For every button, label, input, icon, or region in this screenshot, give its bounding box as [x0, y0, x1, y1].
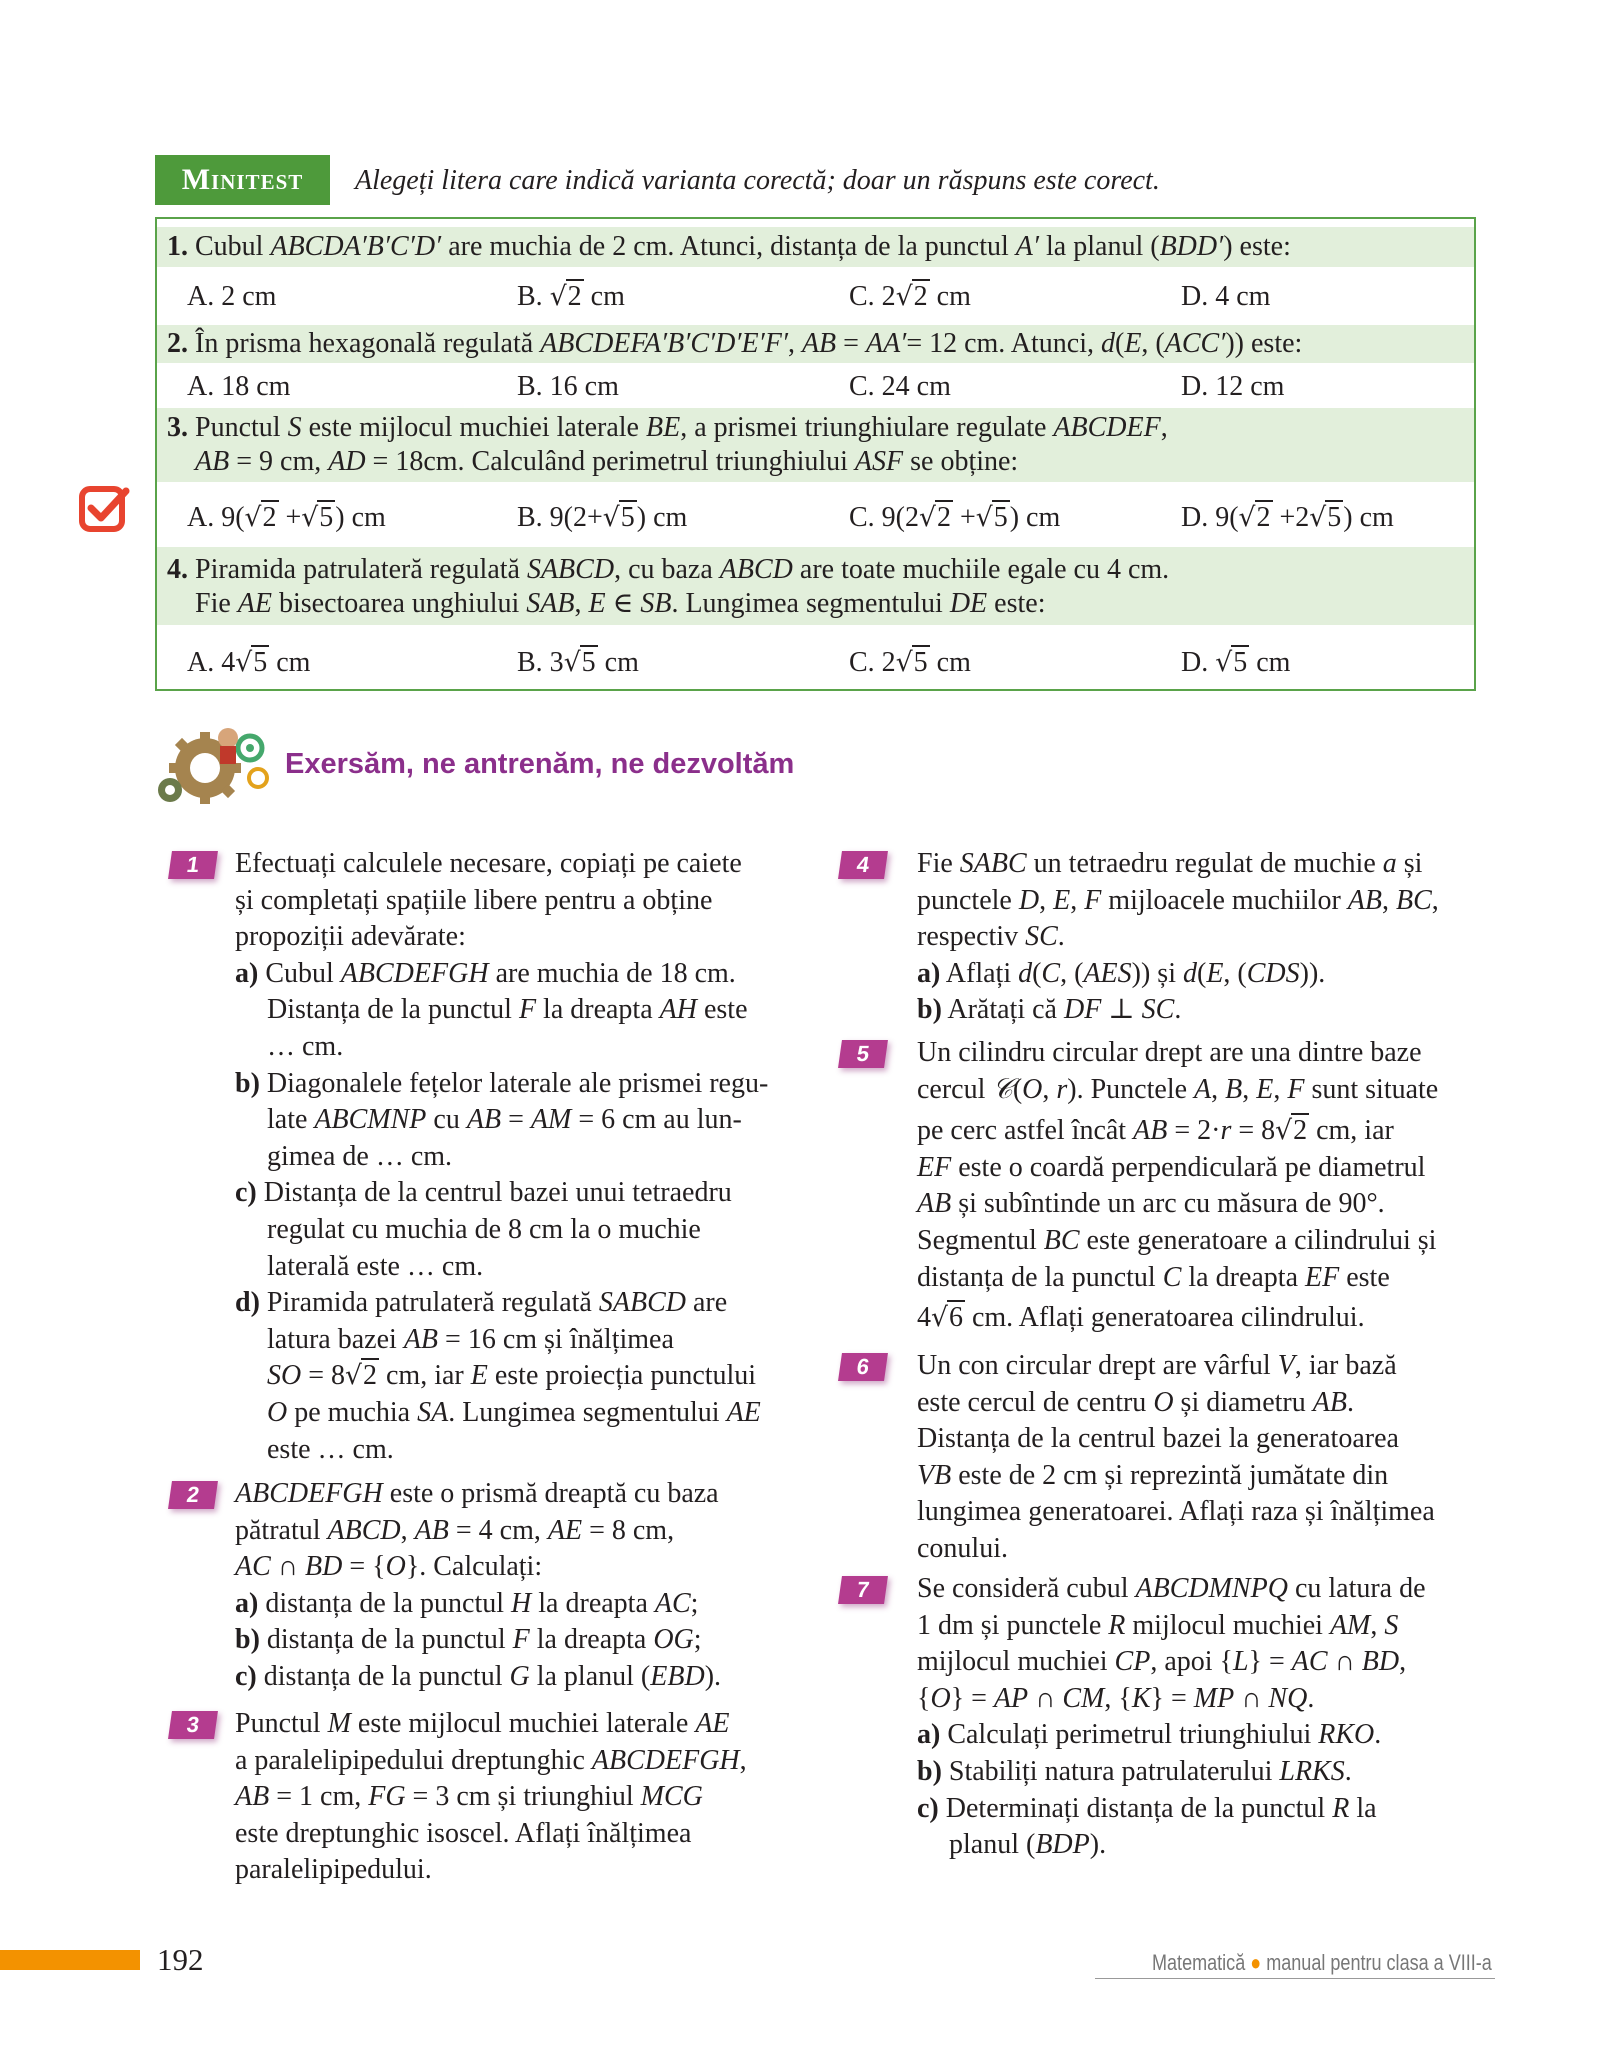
- option-d[interactable]: D. 9(√2 +2√5) cm: [1181, 502, 1394, 533]
- exercise-7: Se consideră cubul ABCDMNPQ cu latura de 1 dm și punctele R mijlocul muchiei AM, S mijlocul muchiei CP, apoi {L} = AC ∩ BD, {O} = AP ∩ CM, {K} = MP ∩ NQ. a) Calculați perimetrul triunghiului RKO. b) Stabiliți natura patrulaterului LRKS. c) Determinați distanța de la punctul R la planul (BDP).: [917, 1573, 1426, 1861]
- question-2: 2. În prisma hexagonală regulată ABCDEFA′B′C′D′E′F′, AB = AA′= 12 cm. Atunci, d(E, (ACC′)) este:: [157, 325, 1474, 363]
- option-c[interactable]: C. 9(2√2 +√5) cm: [849, 502, 1061, 533]
- book-subtitle: manual pentru clasa a VIII-a: [1266, 1950, 1492, 1975]
- question-1: 1. Cubul ABCDA′B′C′D′ are muchia de 2 cm. Atunci, distanța de la punctul A′ la planul (BDD′) este:: [157, 227, 1474, 267]
- minitest-instructions: Alegeți litera care indică varianta corectă; doar un răspuns este corect.: [355, 165, 1160, 196]
- exercise-badge-1: 1: [168, 851, 218, 879]
- option-c[interactable]: C. 2√2 cm: [849, 281, 971, 312]
- exercise-4: Fie SABC un tetraedru regulat de muchie a și punctele D, E, F mijloacele muchiilor AB, BC, respectiv SC. a) Aflați d(C, (AES)) și d(E, (CDS)). b) Arătați că DF ⊥ SC.: [917, 848, 1439, 1026]
- exercise-3: Punctul M este mijlocul muchiei laterale AE a paralelipipedului dreptunghic ABCDEFGH, AB = 1 cm, FG = 3 cm și triunghiul MCG este dreptunghic isoscel. Aflați înălțimea paralelipipedului.: [235, 1708, 747, 1886]
- minitest-box: [155, 217, 1476, 691]
- option-b[interactable]: B. 16 cm: [517, 371, 619, 402]
- option-c[interactable]: C. 2√5 cm: [849, 647, 971, 678]
- exercise-6: Un con circular drept are vârful V, iar bază este cercul de centru O și diametru AB. Distanța de la centrul bazei la generatoarea VB este de 2 cm și reprezintă jumătate din lungimea generatoarei. Aflați raza și înălțimea conului.: [917, 1350, 1435, 1564]
- option-a[interactable]: A. 18 cm: [187, 371, 291, 402]
- question-1-options: [157, 281, 1474, 321]
- option-d[interactable]: D. 4 cm: [1181, 281, 1271, 312]
- option-c[interactable]: C. 24 cm: [849, 371, 951, 402]
- section-title: Exersăm, ne antrenăm, ne dezvoltăm: [285, 748, 795, 780]
- exercise-badge-3: 3: [168, 1711, 218, 1739]
- exercise-badge-7: 7: [838, 1576, 888, 1604]
- exercise-1: Efectuați calculele necesare, copiați pe caiete și completați spațiile libere pentru a obține propoziții adevărate: a) Cubul ABCDEFGH are muchia de 18 cm. Distanța de la punctul F la dreapta AH este … cm. b) Diagonalele fețelor laterale ale prismei regu- late ABCMNP cu AB = AM = 6 cm au lun- gimea de … cm. c) Distanța de la centrul bazei unui tetraedru regulat cu muchia de 8 cm la o muchie laterală este … cm. d) Piramida patrulateră regulată SABCD are latura bazei AB = 16 cm și înălțimea SO = 8√2 cm, iar E este proiecția punctului O pe muchia SA. Lungimea segmentului AE este … cm.: [235, 848, 769, 1465]
- option-b[interactable]: B. 3√5 cm: [517, 647, 639, 678]
- exercise-5: Un cilindru circular drept are una dintre baze cercul 𝒞(O, r). Punctele A, B, E, F sunt situate pe cerc astfel încât AB = 2·r = 8√2 cm, iar EF este o coardă perpendiculară pe diametrul AB și subîntinde un arc cu măsura de 90°. Segmentul BC este generatoare a cilindrului și distanța de la punctul C la dreapta EF este 4√6 cm. Aflați generatoarea cilindrului.: [917, 1037, 1439, 1334]
- footer-divider: [1095, 1978, 1495, 1979]
- exercise-badge-6: 6: [838, 1353, 888, 1381]
- option-a[interactable]: A. 2 cm: [187, 281, 277, 312]
- option-a[interactable]: A. 4√5 cm: [187, 647, 311, 678]
- book-title: Matematică: [1152, 1950, 1246, 1975]
- option-d[interactable]: D. 12 cm: [1181, 371, 1285, 402]
- question-2-options: [157, 371, 1474, 411]
- exercise-badge-2: 2: [168, 1481, 218, 1509]
- minitest-label: Minitest: [155, 155, 330, 205]
- gears-icon: [150, 718, 275, 808]
- question-4: 4. Piramida patrulateră regulată SABCD, cu baza ABCD are toate muchiile egale cu 4 cm. Fie AE bisectoarea unghiului SAB, E ∈ SB. Lungimea segmentului DE este:: [157, 547, 1474, 625]
- bullet-icon: ●: [1250, 1950, 1262, 1975]
- question-4-options: [157, 647, 1474, 687]
- footer-book-title: [1152, 1950, 1492, 1976]
- option-d[interactable]: D. √5 cm: [1181, 647, 1291, 678]
- footer-accent-bar: [0, 1950, 140, 1970]
- page-number: 192: [157, 1942, 204, 1977]
- check-icon: [78, 483, 132, 537]
- exercise-2: ABCDEFGH este o prismă dreaptă cu baza pătratul ABCD, AB = 4 cm, AE = 8 cm, AC ∩ BD = {O}. Calculați: a) distanța de la punctul H la dreapta AC; b) distanța de la punctul F la dreapta OG; c) distanța de la punctul G la planul (EBD).: [235, 1478, 722, 1692]
- exercise-badge-4: 4: [838, 851, 888, 879]
- option-b[interactable]: B. 9(2+√5) cm: [517, 502, 688, 533]
- question-3: 3. Punctul S este mijlocul muchiei laterale BE, a prismei triunghiulare regulate ABCDEF, AB = 9 cm, AD = 18cm. Calculând perimetrul triunghiului ASF se obține:: [157, 408, 1474, 482]
- question-3-options: [157, 502, 1474, 542]
- exercise-badge-5: 5: [838, 1040, 888, 1068]
- option-a[interactable]: A. 9(√2 +√5) cm: [187, 502, 386, 533]
- option-b[interactable]: B. √2 cm: [517, 281, 625, 312]
